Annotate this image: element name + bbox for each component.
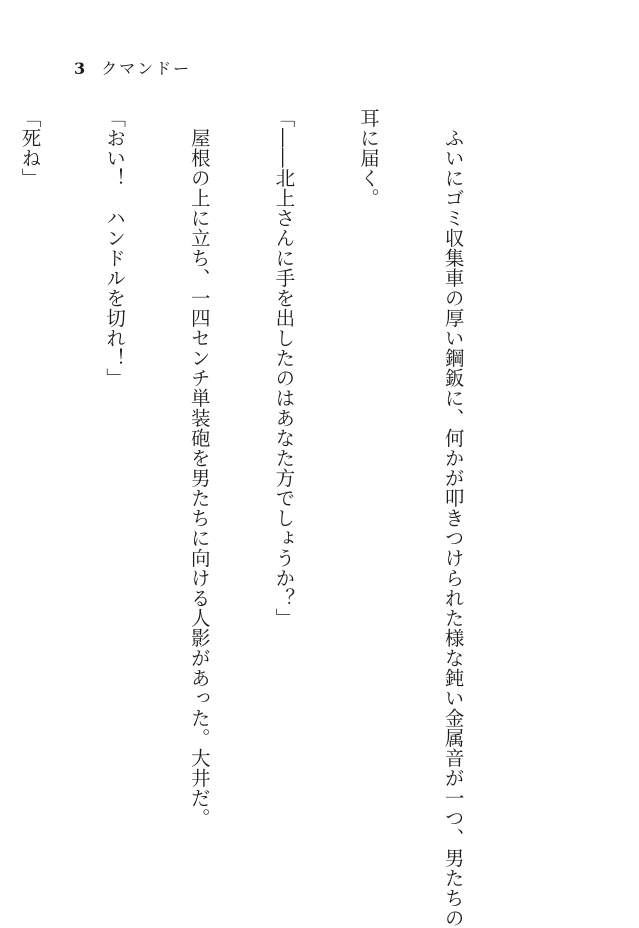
chapter-number: 3 [74, 59, 88, 78]
text-line: 屋根の上に立ち、一四センチ単装砲を男たちに向ける人影があった。大井だ。 [187, 108, 211, 828]
running-head [74, 56, 191, 79]
vertical-text-body [18, 108, 523, 928]
chapter-title: クマンドー [101, 59, 192, 78]
text-line: 「死ね」 [18, 108, 42, 188]
text-line: ふいにゴミ収集車の厚い鋼鈑に、何かが叩きつけられた様な鈍い金属音が一つ、男たちの [441, 108, 465, 928]
text-line: 耳に届く。 [356, 108, 380, 208]
text-line: 「――北上さんに手を出したのはあなた方でしょうか？」 [272, 108, 296, 628]
text-line: 「おい！ ハンドルを切れ！」 [103, 108, 127, 388]
